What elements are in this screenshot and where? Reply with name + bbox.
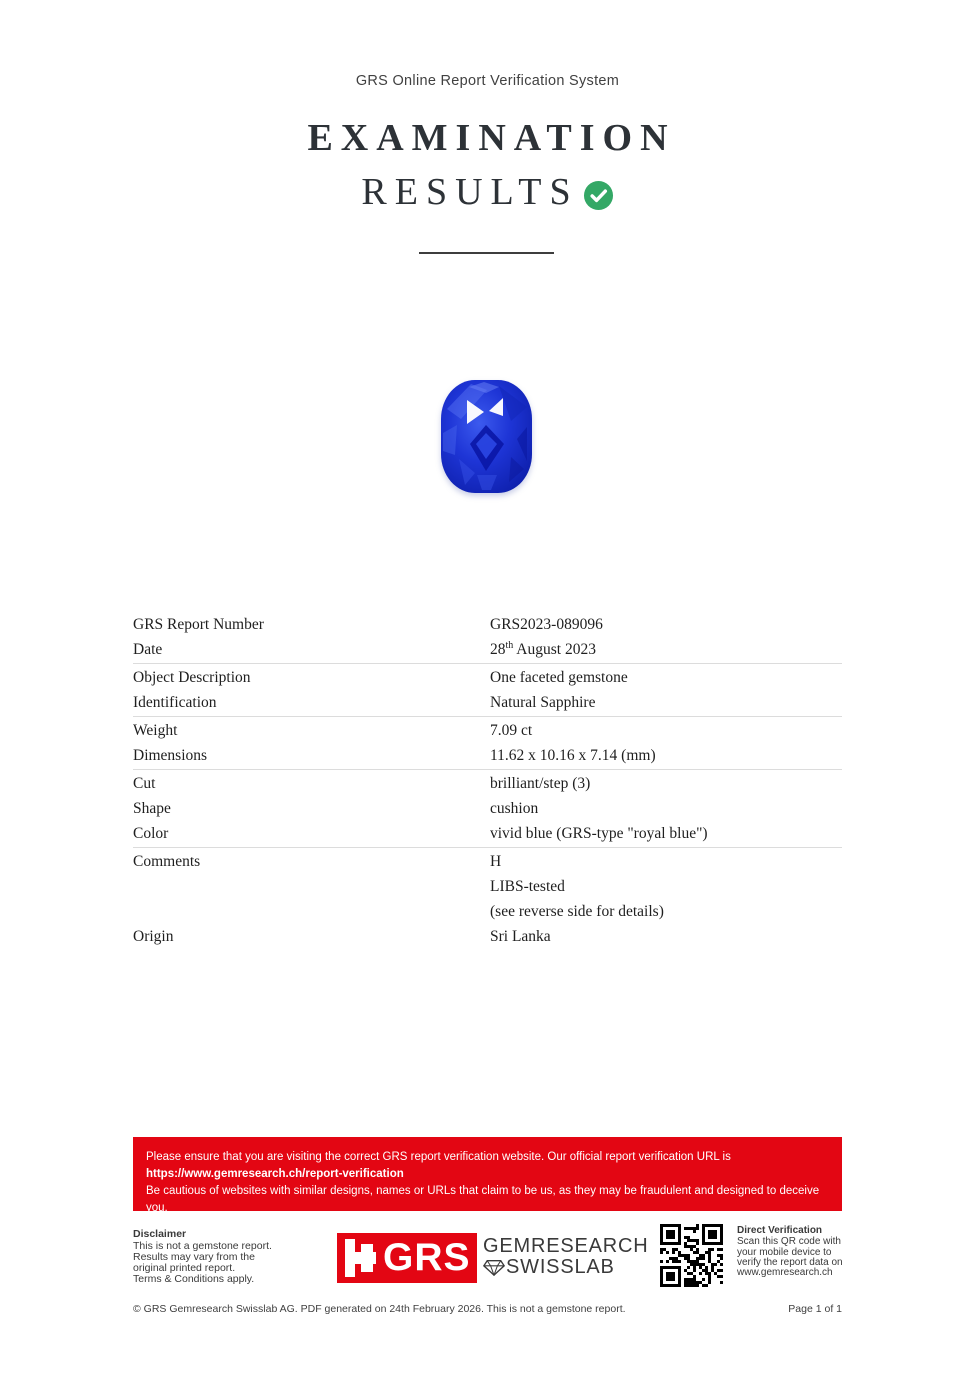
table-row <box>133 899 842 924</box>
row-value: brilliant/step (3) <box>490 775 591 792</box>
table-row <box>133 874 842 899</box>
table-row <box>133 821 842 846</box>
report-group <box>133 848 842 950</box>
date-day: 28 <box>490 641 506 658</box>
row-value: 7.09 ct <box>490 722 533 739</box>
report-group <box>133 664 842 717</box>
row-value: 11.62 x 10.16 x 7.14 (mm) <box>490 747 656 764</box>
gemresearch-wordmark <box>483 1236 653 1278</box>
wordmark-line1: GEMRESEARCH <box>483 1235 649 1257</box>
table-row <box>133 849 842 874</box>
page-title-line2-text: RESULTS <box>361 171 579 213</box>
table-row <box>133 924 842 949</box>
table-row <box>133 743 842 768</box>
report-table <box>133 611 842 950</box>
footer-copyright: © GRS Gemresearch Swisslab AG. PDF generated on 24th February 2026. This is not a gemstone report. <box>133 1303 626 1315</box>
table-row <box>133 637 842 662</box>
row-label: Cut <box>133 775 156 792</box>
table-row <box>133 612 842 637</box>
grs-logo <box>337 1233 477 1283</box>
table-row <box>133 718 842 743</box>
date-rest: August 2023 <box>513 641 596 658</box>
disclaimer-line: This is not a gemstone report. <box>133 1239 272 1252</box>
title-divider <box>419 252 554 254</box>
row-label: Date <box>133 641 163 658</box>
swiss-cross-mark-icon <box>337 1233 381 1283</box>
row-value: (see reverse side for details) <box>490 903 664 920</box>
disclaimer-block <box>133 1229 313 1285</box>
row-value: LIBS-tested <box>490 878 565 895</box>
direct-verification-title: Direct Verification <box>737 1225 823 1236</box>
row-label: Origin <box>133 928 174 945</box>
table-row <box>133 690 842 715</box>
page-footer <box>133 1303 842 1315</box>
verification-url-link[interactable]: https://www.gemresearch.ch/report-verification <box>146 1168 404 1180</box>
disclaimer-title: Disclaimer <box>133 1228 187 1240</box>
row-label: Weight <box>133 722 178 739</box>
diamond-icon <box>483 1259 505 1276</box>
direct-verification-block <box>737 1226 845 1278</box>
grs-logo-text: GRS <box>383 1236 471 1279</box>
row-label: Shape <box>133 800 171 817</box>
table-row <box>133 665 842 690</box>
banner-line2: Be cautious of websites with similar designs, names or URLs that claim to be us, as they may be fraudulent and designed to deceive you. <box>146 1185 820 1214</box>
row-label: Dimensions <box>133 747 208 764</box>
row-label: Comments <box>133 853 201 870</box>
banner-line1: Please ensure that you are visiting the correct GRS report verification website. Our official report verification URL is <box>146 1151 731 1163</box>
report-group <box>133 611 842 664</box>
row-value: cushion <box>490 800 539 817</box>
row-value: vivid blue (GRS-type "royal blue") <box>490 825 708 842</box>
row-label: Identification <box>133 694 217 711</box>
row-value: GRS2023-089096 <box>490 616 603 633</box>
report-group <box>133 717 842 770</box>
disclaimer-line: Terms & Conditions apply. <box>133 1272 255 1285</box>
row-value <box>490 637 842 662</box>
date-ordinal: th <box>505 639 514 651</box>
row-value: H <box>490 853 502 870</box>
qr-code <box>660 1224 723 1287</box>
page-title-line1 <box>0 116 975 160</box>
page-title-line1-text: EXAMINATION <box>307 117 676 159</box>
row-label <box>133 874 490 899</box>
row-value: Sri Lanka <box>490 928 551 945</box>
page-title-line2 <box>0 170 975 214</box>
system-title: GRS Online Report Verification System <box>355 73 620 89</box>
sapphire-photo <box>439 377 535 496</box>
report-group <box>133 770 842 848</box>
direct-verification-body: Scan this QR code with your mobile device to verify the report data on www.gemresearch.ch <box>737 1236 843 1279</box>
verification-warning-banner <box>133 1137 842 1214</box>
verified-check-icon <box>583 177 614 208</box>
footer-page-number: Page 1 of 1 <box>788 1303 842 1315</box>
row-label: Color <box>133 825 169 842</box>
wordmark-line2: SWISSLAB <box>506 1256 615 1278</box>
disclaimer-line: original printed report. <box>133 1261 236 1274</box>
table-row <box>133 796 842 821</box>
row-value: One faceted gemstone <box>490 669 628 686</box>
row-label: Object Description <box>133 669 251 686</box>
row-value: Natural Sapphire <box>490 694 596 711</box>
row-label <box>133 899 490 924</box>
disclaimer-line: Results may vary from the <box>133 1250 255 1263</box>
table-row <box>133 771 842 796</box>
row-label: GRS Report Number <box>133 616 264 633</box>
